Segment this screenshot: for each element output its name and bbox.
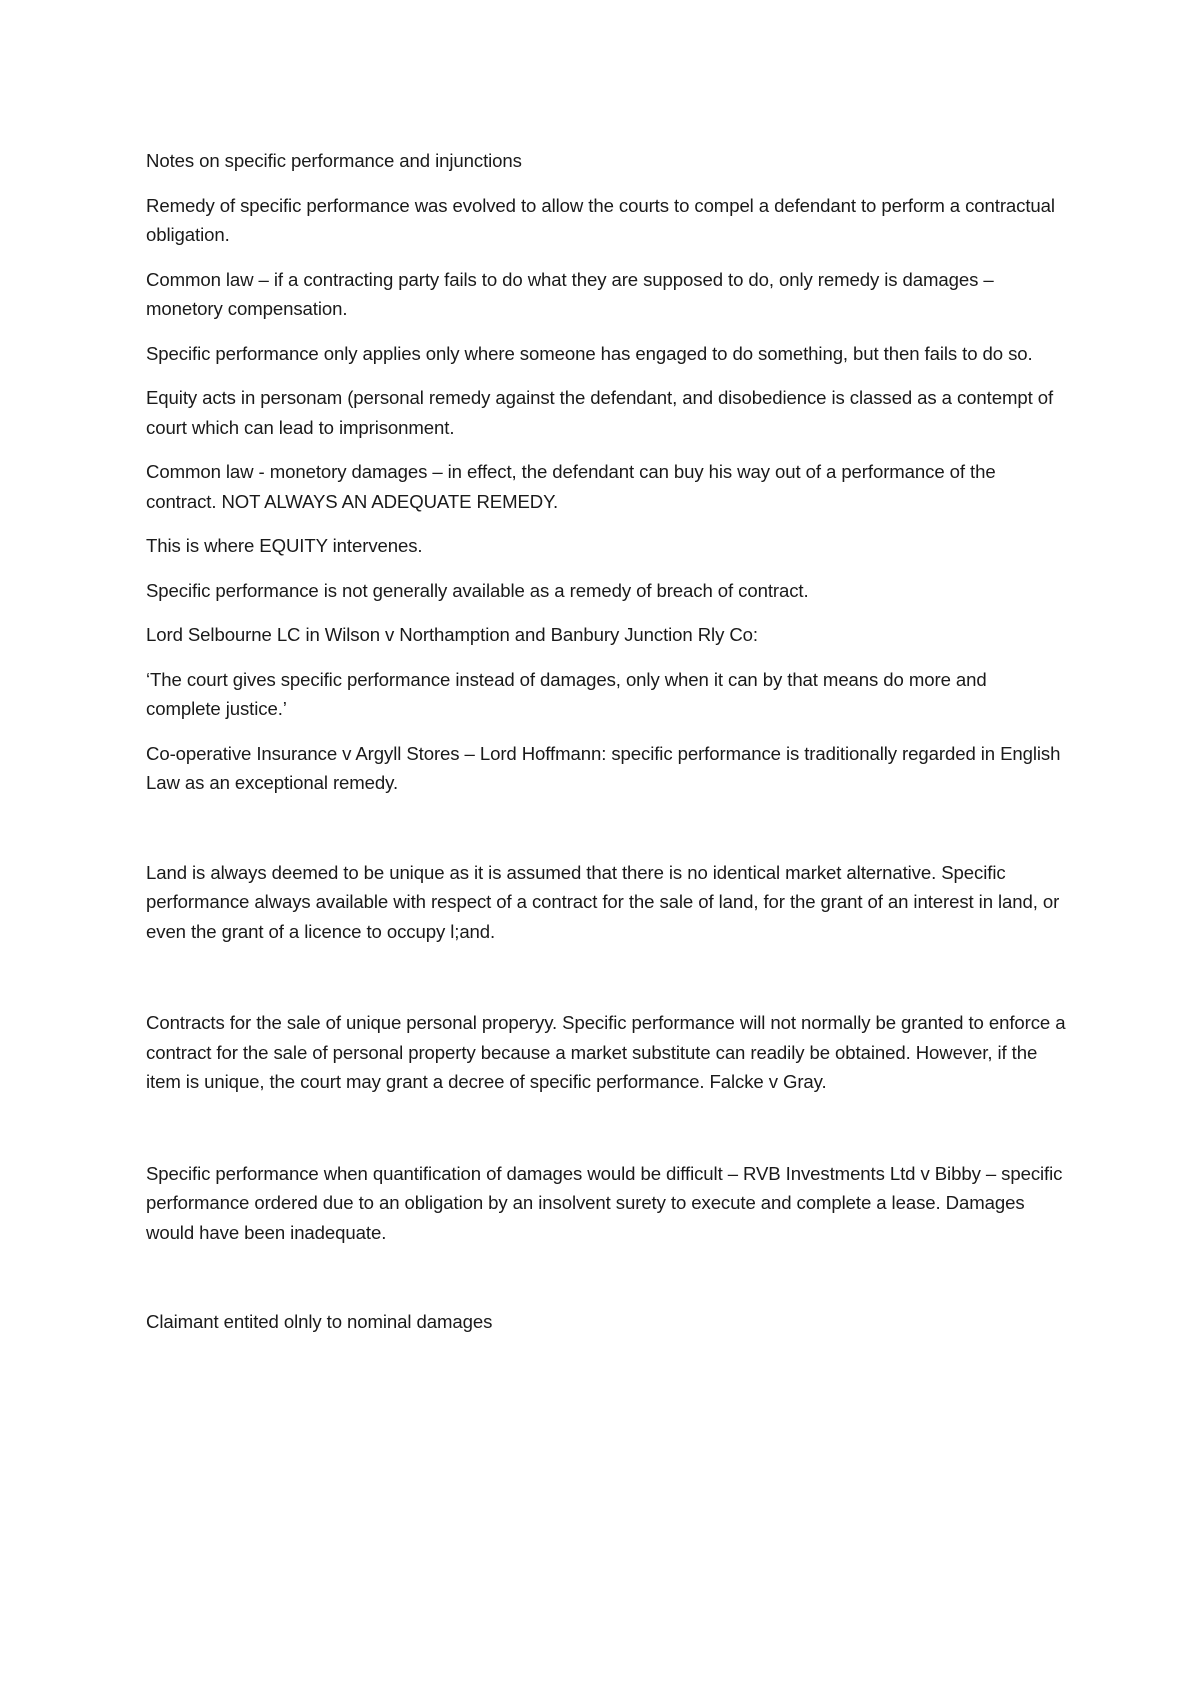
document-body: [146, 146, 1066, 1352]
paragraph-quantification-difficult: Specific performance when quantification of damages would be difficult – RVB Investments Ltd v Bibby – specific performance ordered due to an obligation by an insolvent surety to execute and complete a lease. Damages would have been inadequate.: [146, 1162, 1063, 1243]
paragraph-land-unique: Land is always deemed to be unique as it is assumed that there is no identical market alternative. Specific performance always available with respect of a contract for the sale of land, for the grant of an interest in land, or even the grant of a licence to occupy l;and.: [146, 861, 1060, 942]
paragraph-unique-personal-property: Contracts for the sale of unique personal properyy. Specific performance will not normally be granted to enforce a contract for the sale of personal property because a market substitute can readily be obtained. However, if the item is unique, the court may grant a decree of specific performance. Falcke v Gray.: [146, 1012, 1066, 1092]
paragraph-equity-intervenes: This is where EQUITY intervenes.: [146, 535, 423, 556]
paragraph-applies-where: Specific performance only applies only where someone has engaged to do something, but then fails to do so.: [146, 342, 1033, 364]
paragraph-not-generally-available: Specific performance is not generally available as a remedy of breach of contract.: [146, 579, 809, 601]
paragraph-remedy-definition: Remedy of specific performance was evolved to allow the courts to compel a defendant to perform a contractual obligation.: [146, 194, 1055, 245]
paragraph-lord-selbourne: Lord Selbourne LC in Wilson v Northamption and Banbury Junction Rly Co:: [146, 624, 758, 645]
document-title: Notes on specific performance and injunctions: [146, 150, 522, 171]
paragraph-equity-in-personam: Equity acts in personam (personal remedy against the defendant, and disobedience is classed as a contempt of court which can lead to imprisonment.: [146, 387, 1054, 438]
paragraph-monetory-damages: Common law - monetory damages – in effect, the defendant can buy his way out of a performance of the contract. NOT ALWAYS AN ADEQUATE REMEDY.: [146, 461, 996, 512]
paragraph-cooperative-insurance: Co-operative Insurance v Argyll Stores – Lord Hoffmann: specific performance is traditionally regarded in English Law as an exceptional remedy.: [146, 742, 1061, 793]
paragraph-common-law-damages: Common law – if a contracting party fails to do what they are supposed to do, only remedy is damages – monetory compensation.: [146, 268, 994, 319]
paragraph-nominal-damages: Claimant entited olnly to nominal damages: [146, 1311, 493, 1332]
paragraph-quote: ‘The court gives specific performance instead of damages, only when it can by that means do more and complete justice.’: [146, 668, 987, 719]
